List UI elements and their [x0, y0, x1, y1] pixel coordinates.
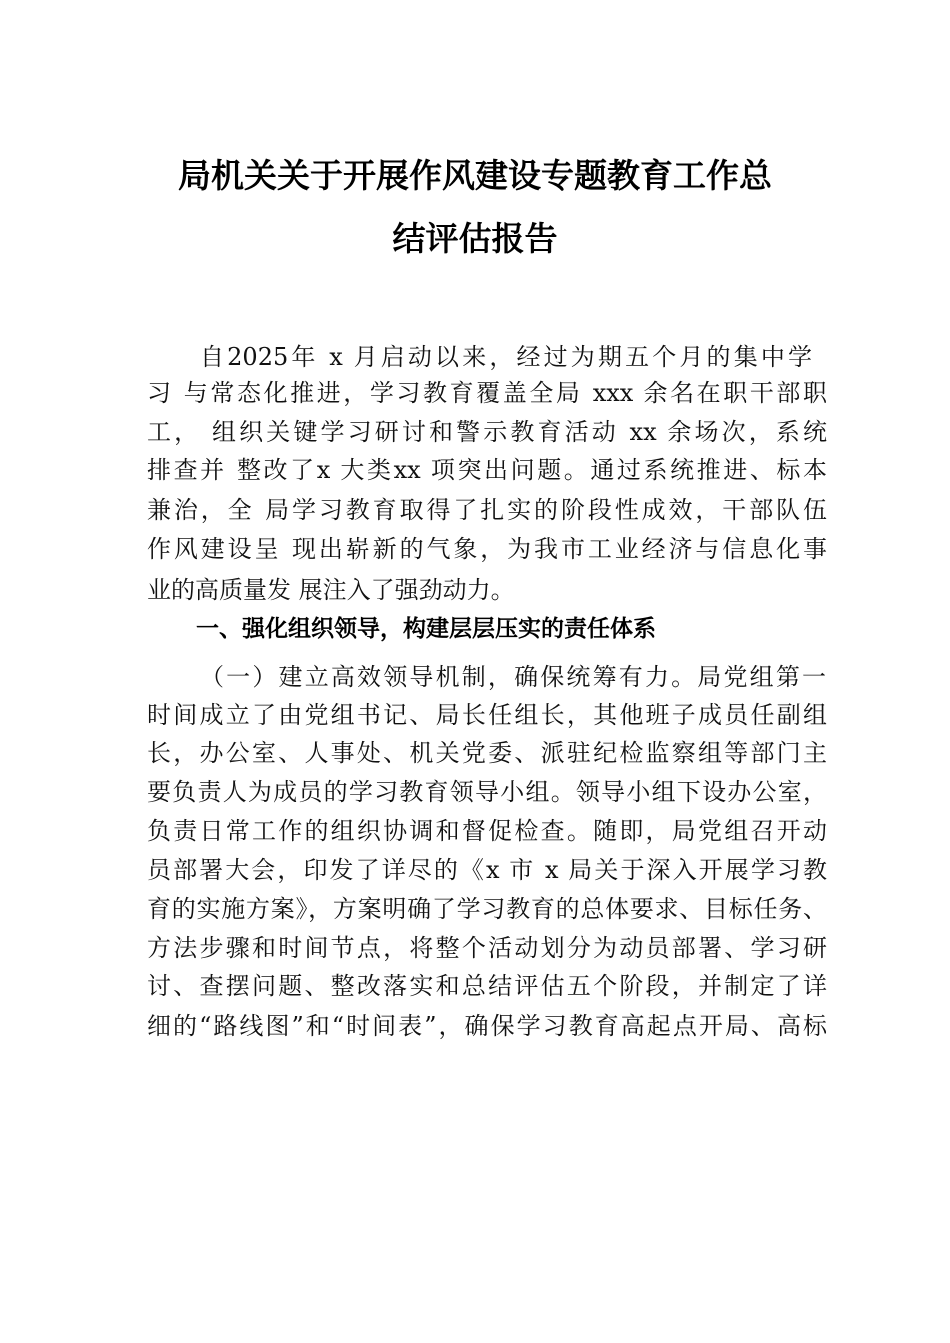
- intro-paragraph-line: 兼治，全 局学习教育取得了扎实的阶段性成效，干部队伍: [147, 496, 827, 524]
- section-paragraph-line: 负责日常工作的组织协调和督促检查。随即，局党组召开动: [147, 817, 827, 845]
- section-paragraph-line: 要负责人为成员的学习教育领导小组。领导小组下设办公室，: [147, 778, 827, 806]
- intro-paragraph-line: 工， 组织关键学习研讨和警示教育活动 xx 余场次，系统: [147, 418, 827, 446]
- intro-paragraph-line: 作风建设呈 现出崭新的气象，为我市工业经济与信息化事: [147, 535, 827, 563]
- section-paragraph-line: 方法步骤和时间节点，将整个活动划分为动员部署、学习研: [147, 934, 827, 962]
- section-paragraph-line: 育的实施方案》，方案明确了学习教育的总体要求、目标任务、: [147, 895, 827, 923]
- section-paragraph-line: 时间成立了由党组书记、局长任组长，其他班子成员任副组: [147, 701, 827, 729]
- section-paragraph-line: （一）建立高效领导机制，确保统筹有力。局党组第一: [200, 663, 826, 691]
- section-paragraph-line: 长，办公室、人事处、机关党委、派驻纪检监察组等部门主: [147, 739, 827, 767]
- intro-paragraph-line: 自2025年 x 月启动以来，经过为期五个月的集中学: [200, 343, 812, 371]
- intro-paragraph-line: 业的高质量发 展注入了强劲动力。: [147, 576, 515, 604]
- section-paragraph-line: 细的“路线图”和“时间表”，确保学习教育高起点开局、高标: [147, 1012, 827, 1040]
- document-title-line-1: 局机关关于开展作风建设专题教育工作总: [178, 156, 772, 195]
- document-title-line-2: 结评估报告: [392, 219, 558, 258]
- intro-paragraph-line: 排查并 整改了x 大类xx 项突出问题。通过系统推进、标本: [147, 456, 827, 484]
- section-paragraph-line: 员部署大会，印发了详尽的《x 市 x 局关于深入开展学习教: [147, 856, 827, 884]
- section-heading: 一、强化组织领导，构建层层压实的责任体系: [196, 616, 656, 642]
- section-paragraph-line: 讨、查摆问题、整改落实和总结评估五个阶段，并制定了详: [147, 972, 827, 1000]
- intro-paragraph-line: 习 与常态化推进，学习教育覆盖全局 xxx 余名在职干部职: [147, 379, 827, 407]
